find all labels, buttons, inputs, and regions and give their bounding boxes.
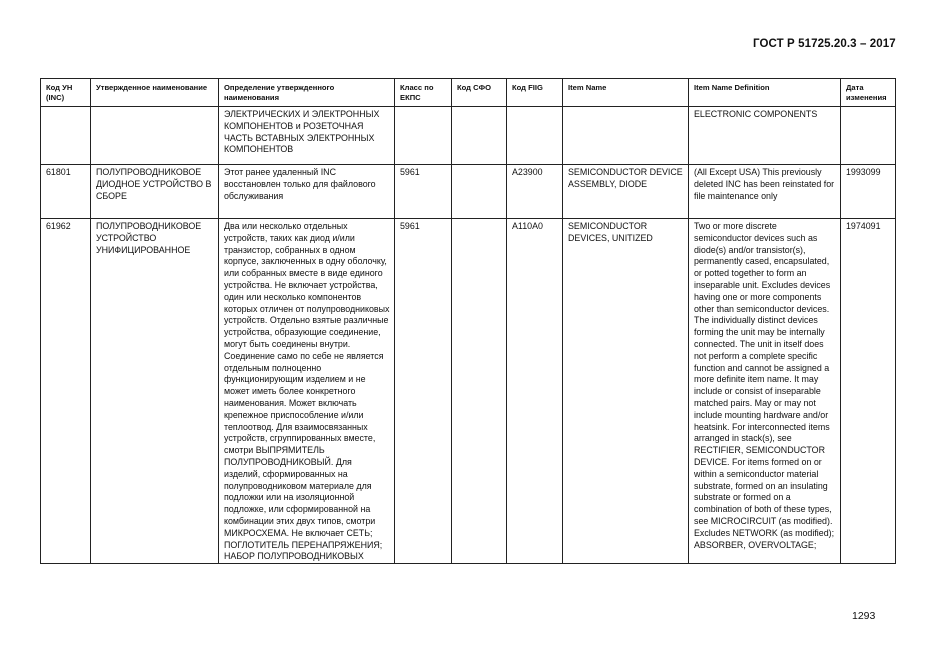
- cell-class: 5961: [395, 165, 452, 219]
- col-header-fiig: Код FIIG: [507, 79, 563, 107]
- cell-definition: Два или несколько отдельных устройств, таких как диод и/или транзистор, собранных в одном корпусе, заключенных в одну оболочку, или собранных вместе в виде единого устройства. Не включает устройства, один или несколько компонентов которых отличен от полупроводниковых устройств. Отдельно взятые различные устройства, образующие соединение, могут быть соединены внутри. Соединение само по себе не является отдельным полноценно функционирующим изделием и не может иметь более конкретного наименования. Может включать крепежное приспособление и/или теплоотвод. Для взаимосвязанных устройств, сгруппированных вместе, смотри ВЫПРЯМИТЕЛЬ ПОЛУПРОВОДНИКОВЫЙ. Для изделий, сформированных на полупроводниковом материале для подложки или на изоляционной подложке, или сформированной на комбинации этих двух типов, смотри МИКРОСХЕМА. Не включает СЕТЬ; ПОГЛОТИТЕЛЬ ПЕРЕНАПРЯЖЕНИЯ; НАБОР ПОЛУПРОВОДНИКОВЫХ: [219, 219, 395, 564]
- cell-definition: ЭЛЕКТРИЧЕСКИХ И ЭЛЕКТРОННЫХ КОМПОНЕНТОВ и РОЗЕТОЧНАЯ ЧАСТЬ ВСТАВНЫХ ЭЛЕКТРОННЫХ КОМПОНЕНТОВ: [219, 107, 395, 165]
- col-header-approved-name: Утвержденное наименование: [91, 79, 219, 107]
- cell-sfo: [452, 219, 507, 564]
- cell-inc: [41, 107, 91, 165]
- cell-item-definition: ELECTRONIC COMPONENTS: [689, 107, 841, 165]
- table-row: [41, 107, 896, 165]
- cell-item-name: [563, 107, 689, 165]
- cell-approved-name: ПОЛУПРОВОДНИКОВОЕ УСТРОЙСТВО УНИФИЦИРОВАННОЕ: [91, 219, 219, 564]
- cell-class: 5961: [395, 219, 452, 564]
- cell-item-definition: (All Except USA) This previously deleted INC has been reinstated for file maintenance only: [689, 165, 841, 219]
- col-header-sfo: Код СФО: [452, 79, 507, 107]
- col-header-date: Дата изменения: [841, 79, 896, 107]
- table-row: [41, 165, 896, 219]
- col-header-class: Класс по ЕКПС: [395, 79, 452, 107]
- cell-fiig: A110A0: [507, 219, 563, 564]
- page-number: 1293: [852, 610, 876, 622]
- cell-date: 1974091: [841, 219, 896, 564]
- cell-approved-name: [91, 107, 219, 165]
- col-header-definition: Определение утвержденного наименования: [219, 79, 395, 107]
- cell-class: [395, 107, 452, 165]
- table-row: [41, 219, 896, 564]
- cell-item-name: SEMICONDUCTOR DEVICES, UNITIZED: [563, 219, 689, 564]
- col-header-item-name: Item Name: [563, 79, 689, 107]
- cell-inc: 61962: [41, 219, 91, 564]
- cell-date: 1993099: [841, 165, 896, 219]
- cell-fiig: [507, 107, 563, 165]
- col-header-inc: Код УН (INC): [41, 79, 91, 107]
- cell-fiig: A23900: [507, 165, 563, 219]
- table-header-row: [41, 79, 896, 107]
- cell-item-name: SEMICONDUCTOR DEVICE ASSEMBLY, DIODE: [563, 165, 689, 219]
- cell-sfo: [452, 107, 507, 165]
- col-header-item-definition: Item Name Definition: [689, 79, 841, 107]
- cell-approved-name: ПОЛУПРОВОДНИКОВОЕ ДИОДНОЕ УСТРОЙСТВО В СБОРЕ: [91, 165, 219, 219]
- cell-definition: Этот ранее удаленный INC восстановлен только для файлового обслуживания: [219, 165, 395, 219]
- cell-sfo: [452, 165, 507, 219]
- cell-inc: 61801: [41, 165, 91, 219]
- cell-item-definition: Two or more discrete semiconductor devices such as diode(s) and/or transistor(s), permanently cased, encapsulated, or potted together to form an inseparable unit. Excludes devices having one or more components other than semiconductor devices. The individually distinct devices forming the unit may be internally connected. The unit in itself does not perform a complete specific function and cannot be assigned a more definite item name. It may include or consist of inseparable matched pairs. May or may not include mounting hardware and/or heatsink. For interconnected items arranged in stack(s), see RECTIFIER, SEMICONDUCTOR DEVICE. For items formed on or within a semiconductor material substrate, formed on an insulating substrate or formed on a combination of both of these types, see MICROCIRCUIT (as modified). Excludes NETWORK (as modified); ABSORBER, OVERVOLTAGE;: [689, 219, 841, 564]
- cell-date: [841, 107, 896, 165]
- standard-designation: ГОСТ Р 51725.20.3 – 2017: [753, 38, 896, 50]
- nomenclature-table: [40, 78, 896, 564]
